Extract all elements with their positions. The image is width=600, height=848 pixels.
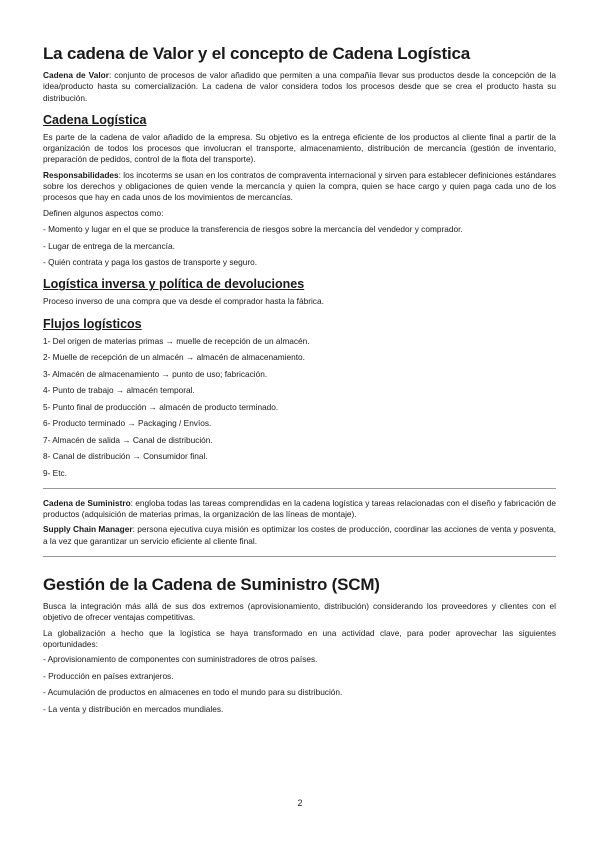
paragraph-cadena-suministro — [43, 498, 556, 521]
paragraph-cadena-valor — [43, 70, 556, 104]
term-responsabilidades: Responsabilidades — [43, 169, 119, 180]
paragraph-responsabilidades — [43, 170, 556, 204]
list-item: 6- Producto terminado → Packaging / Envíos. — [43, 418, 212, 429]
list-item: 1- Del origen de materias primas → muelle de recepción de un almacén. — [43, 335, 310, 346]
list-item: 3- Almacén de almacenamiento → punto de uso; fabricación. — [43, 368, 268, 379]
list-item: 2- Muelle de recepción de un almacén → almacén de almacenamiento. — [43, 352, 305, 363]
divider-bottom — [43, 556, 556, 557]
list-item: - Acumulación de productos en almacenes en todo el mundo para su distribución. — [43, 687, 343, 698]
list-item: - Momento y lugar en el que se produce la transferencia de riesgos sobre la mercancía del vendedor y comprador. — [43, 224, 463, 235]
list-item: 7- Almacén de salida → Canal de distribución. — [43, 434, 213, 445]
list-item: - Aprovisionamiento de componentes con suministradores de otros países. — [43, 654, 318, 665]
term-cadena-valor: Cadena de Valor — [43, 70, 109, 80]
heading-logistica-inversa: Logística inversa y política de devoluciones — [43, 277, 305, 292]
divider-top — [43, 488, 556, 489]
list-item: 8- Canal de distribución → Consumidor final. — [43, 451, 208, 462]
text-responsabilidades: : los incoterms se usan en los contratos de compraventa internacional y sirven para establecer definiciones estándares sobre los derechos y obligaciones de quien vende la mercancía y quien la compra, quien se hace cargo y quien paga cada uno de los procesos que hay en cada unos de los movimientos de mercancías. — [43, 169, 556, 203]
paragraph-definen: Definen algunos aspectos como: — [43, 207, 164, 218]
heading-cadena-logistica: Cadena Logística — [43, 112, 147, 127]
term-cadena-suministro: Cadena de Suministro — [43, 497, 131, 508]
paragraph-scm-globalizacion: La globalización a hecho que la logística se haya transformado en una actividad clave, para poder aprovechar las siguientes oportunidades: — [43, 627, 556, 649]
paragraph-logistica-inversa: Proceso inverso de una compra que va desde el comprador hasta la fábrica. — [43, 296, 324, 307]
section-title-cadena-valor: La cadena de Valor y el concepto de Cadena Logística — [43, 44, 471, 63]
paragraph-scm-integracion: Busca la integración más allá de sus dos extremos (aprovisionamiento, distribución) considerando los proveedores y clientes con el objetivo de ofrecer ventajas competitivas. — [43, 601, 556, 623]
list-item: - Producción en países extranjeros. — [43, 670, 174, 681]
text-cadena-suministro: : engloba todas las tareas comprendidas en la cadena logística y tareas relacionadas con el diseño y fabricación de productos (adquisición de materias primas, la organización de las líneas de montaje). — [43, 497, 556, 520]
list-item: - La venta y distribución en mercados mundiales. — [43, 703, 224, 714]
document-page — [43, 44, 556, 720]
list-item: 5- Punto final de producción → almacén de producto terminado. — [43, 401, 279, 412]
text-supply-chain-manager: : persona ejecutiva cuya misión es optimizar los costes de producción, coordinar las acciones de venta y posventa, a la vez que garantizar un servicio eficiente al cliente final. — [43, 524, 556, 546]
section-title-scm: Gestión de la Cadena de Suministro (SCM) — [43, 575, 380, 595]
text-cadena-valor: : conjunto de procesos de valor añadido que permiten a una compañía llevar sus productos desde la concepción de la idea/producto hasta su comercialización. La cadena de valor considera todos los procesos desde que se crea el producto hasta su distribución. — [43, 70, 556, 103]
list-item: - Quién contrata y paga los gastos de transporte y seguro. — [43, 257, 257, 268]
paragraph-cadena-logistica: Es parte de la cadena de valor añadido de la empresa. Su objetivo es la entrega eficiente de los productos al cliente final a partir de la organización de todos los procesos que involucran el transporte, almacenamiento, distribución de mercancía (gestión de inventario, preparación de pedidos, control de la flota del transporte). — [43, 131, 556, 165]
list-item: 9- Etc. — [43, 467, 67, 478]
term-supply-chain-manager: Supply Chain Manager — [43, 524, 133, 535]
paragraph-supply-chain-manager — [43, 524, 556, 547]
page-number: 2 — [297, 798, 303, 808]
heading-flujos-logisticos: Flujos logísticos — [43, 316, 142, 331]
list-item: - Lugar de entrega de la mercancía. — [43, 240, 175, 251]
list-item: 4- Punto de trabajo → almacén temporal. — [43, 385, 195, 396]
